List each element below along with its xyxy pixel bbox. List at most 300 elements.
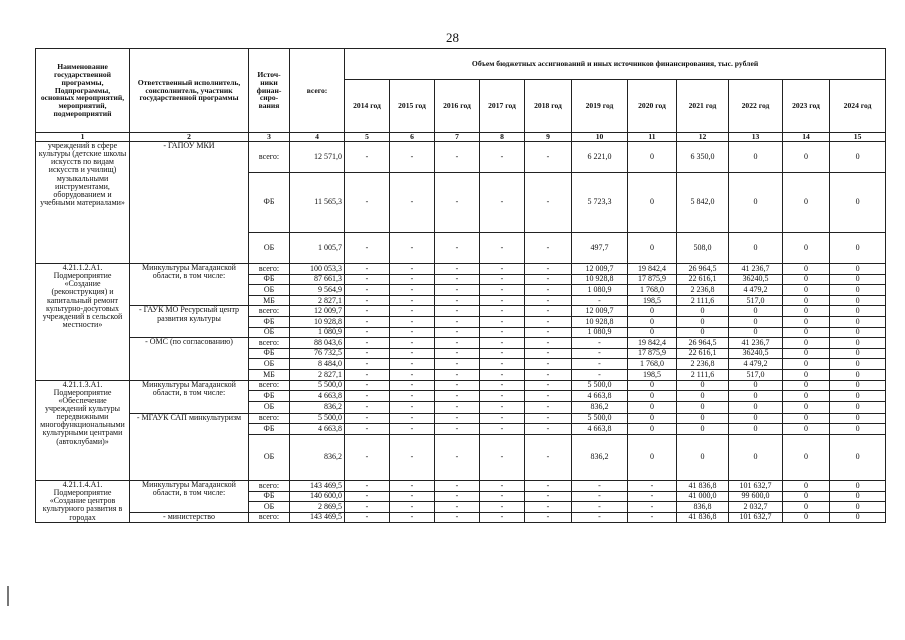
value-cell: -	[345, 338, 390, 349]
total-cell: 12 571,0	[290, 142, 345, 173]
value-cell: -	[435, 173, 480, 233]
measure-name-cell: учреждений в сфере культуры (детские школы искусств по видам искусств и училищ) музыкальными инструментами, оборудованием и учебными материалами»	[36, 142, 130, 264]
value-cell: 0	[677, 401, 729, 413]
total-cell: 140 600,0	[290, 491, 345, 502]
column-number: 6	[390, 133, 435, 142]
column-number: 7	[435, 133, 480, 142]
value-cell: -	[525, 369, 572, 380]
value-cell: 0	[677, 424, 729, 435]
column-number: 9	[525, 133, 572, 142]
value-cell: 17 875,9	[628, 274, 677, 285]
value-cell: 4 663,8	[572, 424, 628, 435]
value-cell: 0	[783, 359, 830, 370]
value-cell: 0	[830, 480, 886, 491]
value-cell: 0	[783, 264, 830, 275]
value-cell: 0	[677, 434, 729, 480]
value-cell: 0	[783, 306, 830, 317]
value-cell: 19 842,4	[628, 264, 677, 275]
value-cell: -	[572, 295, 628, 306]
executor-cell: Минкультуры Магаданской области, в том числе:	[130, 480, 249, 512]
value-cell: 0	[830, 401, 886, 413]
value-cell: -	[525, 233, 572, 264]
value-cell: -	[480, 306, 525, 317]
value-cell: -	[435, 502, 480, 513]
value-cell: 0	[628, 142, 677, 173]
value-cell: 0	[677, 327, 729, 338]
value-cell: -	[480, 512, 525, 523]
column-number: 15	[830, 133, 886, 142]
value-cell: 0	[830, 316, 886, 327]
funding-source-cell: ОБ	[249, 233, 290, 264]
value-cell: 0	[830, 295, 886, 306]
value-cell: -	[480, 413, 525, 424]
header-year: 2018 год	[525, 80, 572, 133]
value-cell: 1 768,0	[628, 285, 677, 296]
value-cell: 836,2	[572, 401, 628, 413]
value-cell: -	[480, 316, 525, 327]
table-row	[36, 338, 886, 349]
value-cell: -	[525, 380, 572, 391]
value-cell: -	[390, 338, 435, 349]
funding-source-cell: МБ	[249, 369, 290, 380]
value-cell: -	[525, 295, 572, 306]
value-cell: 22 616,1	[677, 274, 729, 285]
value-cell: -	[628, 491, 677, 502]
value-cell: 6 350,0	[677, 142, 729, 173]
value-cell: 0	[830, 502, 886, 513]
funding-source-cell: всего:	[249, 380, 290, 391]
column-number: 12	[677, 133, 729, 142]
value-cell: 0	[783, 338, 830, 349]
value-cell: 1 080,9	[572, 285, 628, 296]
value-cell: 0	[783, 173, 830, 233]
value-cell: -	[345, 285, 390, 296]
value-cell: 0	[628, 424, 677, 435]
total-cell: 143 469,5	[290, 480, 345, 491]
value-cell: 0	[628, 306, 677, 317]
value-cell: -	[572, 369, 628, 380]
value-cell: 12 009,7	[572, 264, 628, 275]
value-cell: 0	[830, 391, 886, 402]
funding-source-cell: ФБ	[249, 173, 290, 233]
total-cell: 100 053,3	[290, 264, 345, 275]
total-cell: 1 005,7	[290, 233, 345, 264]
total-cell: 12 009,7	[290, 306, 345, 317]
value-cell: -	[345, 480, 390, 491]
value-cell: 0	[830, 327, 886, 338]
value-cell: 0	[677, 391, 729, 402]
table-row	[36, 480, 886, 491]
value-cell: -	[480, 264, 525, 275]
value-cell: -	[390, 480, 435, 491]
total-cell: 836,2	[290, 434, 345, 480]
value-cell: 0	[783, 285, 830, 296]
executor-cell: - ГАПОУ МКИ	[130, 142, 249, 264]
value-cell: -	[480, 285, 525, 296]
value-cell: -	[525, 502, 572, 513]
value-cell: -	[390, 401, 435, 413]
value-cell: -	[345, 391, 390, 402]
value-cell: -	[345, 316, 390, 327]
value-cell: -	[572, 491, 628, 502]
value-cell: -	[480, 502, 525, 513]
value-cell: 4 663,8	[572, 391, 628, 402]
value-cell: 4 479,2	[729, 359, 783, 370]
page-number: 28	[446, 30, 459, 45]
column-number: 8	[480, 133, 525, 142]
value-cell: 0	[628, 401, 677, 413]
value-cell: -	[390, 491, 435, 502]
value-cell: 0	[677, 306, 729, 317]
value-cell: 0	[729, 380, 783, 391]
value-cell: -	[480, 391, 525, 402]
value-cell: 5 842,0	[677, 173, 729, 233]
value-cell: -	[345, 264, 390, 275]
funding-source-cell: всего:	[249, 306, 290, 317]
total-cell: 88 043,6	[290, 338, 345, 349]
value-cell: -	[435, 233, 480, 264]
header-year: 2021 год	[677, 80, 729, 133]
total-cell: 9 564,9	[290, 285, 345, 296]
value-cell: -	[345, 233, 390, 264]
value-cell: -	[435, 327, 480, 338]
total-cell: 11 565,3	[290, 173, 345, 233]
value-cell: -	[390, 424, 435, 435]
executor-cell: Минкультуры Магаданской области, в том числе:	[130, 380, 249, 413]
value-cell: -	[345, 491, 390, 502]
value-cell: 0	[783, 233, 830, 264]
value-cell: 2 236,8	[677, 359, 729, 370]
value-cell: 0	[628, 173, 677, 233]
funding-source-cell: ФБ	[249, 274, 290, 285]
value-cell: -	[480, 491, 525, 502]
value-cell: 198,5	[628, 295, 677, 306]
value-cell: 836,8	[677, 502, 729, 513]
total-cell: 4 663,8	[290, 424, 345, 435]
value-cell: 517,0	[729, 295, 783, 306]
value-cell: -	[435, 274, 480, 285]
value-cell: 0	[830, 264, 886, 275]
column-number: 11	[628, 133, 677, 142]
value-cell: 101 632,7	[729, 512, 783, 523]
value-cell: -	[525, 327, 572, 338]
funding-source-cell: ОБ	[249, 327, 290, 338]
value-cell: -	[390, 502, 435, 513]
value-cell: -	[435, 491, 480, 502]
value-cell: 99 600,0	[729, 491, 783, 502]
value-cell: -	[390, 233, 435, 264]
value-cell: -	[572, 512, 628, 523]
value-cell: 0	[783, 369, 830, 380]
value-cell: -	[435, 369, 480, 380]
value-cell: 0	[830, 142, 886, 173]
value-cell: 0	[729, 233, 783, 264]
value-cell: -	[525, 434, 572, 480]
executor-cell: - ГАУК МО Ресурсный центр развития культуры	[130, 306, 249, 338]
value-cell: -	[435, 285, 480, 296]
funding-source-cell: ОБ	[249, 285, 290, 296]
value-cell: 0	[783, 434, 830, 480]
executor-cell: - министерство	[130, 512, 249, 523]
value-cell: 0	[783, 491, 830, 502]
value-cell: 0	[830, 424, 886, 435]
value-cell: -	[480, 359, 525, 370]
funding-source-cell: ОБ	[249, 401, 290, 413]
measure-name-cell: 4.21.1.4.А1. Подмероприятие «Создание центров культурного развития в городах	[36, 480, 130, 522]
total-cell: 10 928,8	[290, 316, 345, 327]
total-cell: 87 661,3	[290, 274, 345, 285]
value-cell: -	[628, 502, 677, 513]
value-cell: -	[345, 173, 390, 233]
value-cell: -	[480, 480, 525, 491]
value-cell: -	[345, 359, 390, 370]
funding-source-cell: ФБ	[249, 348, 290, 359]
value-cell: 0	[628, 316, 677, 327]
value-cell: -	[525, 359, 572, 370]
value-cell: -	[525, 264, 572, 275]
value-cell: -	[435, 142, 480, 173]
value-cell: 41 236,7	[729, 264, 783, 275]
value-cell: 198,5	[628, 369, 677, 380]
value-cell: 0	[830, 434, 886, 480]
column-number: 2	[130, 133, 249, 142]
value-cell: -	[345, 348, 390, 359]
table-row	[36, 413, 886, 424]
value-cell: 0	[677, 413, 729, 424]
value-cell: -	[525, 274, 572, 285]
funding-source-cell: всего:	[249, 338, 290, 349]
value-cell: -	[345, 401, 390, 413]
funding-source-cell: МБ	[249, 295, 290, 306]
value-cell: 0	[830, 491, 886, 502]
value-cell: 0	[628, 380, 677, 391]
value-cell: 0	[628, 327, 677, 338]
value-cell: -	[345, 369, 390, 380]
funding-source-cell: всего:	[249, 264, 290, 275]
value-cell: 0	[783, 401, 830, 413]
value-cell: -	[345, 424, 390, 435]
funding-source-cell: всего:	[249, 142, 290, 173]
total-cell: 2 827,1	[290, 295, 345, 306]
value-cell: 0	[783, 295, 830, 306]
value-cell: -	[390, 295, 435, 306]
value-cell: -	[572, 359, 628, 370]
value-cell: 0	[783, 413, 830, 424]
total-cell: 5 500,0	[290, 413, 345, 424]
column-number: 10	[572, 133, 628, 142]
value-cell: 0	[783, 391, 830, 402]
value-cell: -	[525, 316, 572, 327]
value-cell: 0	[783, 424, 830, 435]
header-year: 2024 год	[830, 80, 886, 133]
table-row	[36, 264, 886, 275]
total-cell: 2 869,5	[290, 502, 345, 513]
value-cell: -	[480, 424, 525, 435]
value-cell: 0	[830, 413, 886, 424]
value-cell: 2 111,6	[677, 295, 729, 306]
funding-source-cell: ОБ	[249, 502, 290, 513]
header-year: 2019 год	[572, 80, 628, 133]
value-cell: -	[480, 348, 525, 359]
value-cell: 10 928,8	[572, 274, 628, 285]
value-cell: -	[345, 142, 390, 173]
value-cell: 17 875,9	[628, 348, 677, 359]
value-cell: -	[572, 502, 628, 513]
header-year: 2020 год	[628, 80, 677, 133]
value-cell: -	[390, 434, 435, 480]
total-cell: 2 827,1	[290, 369, 345, 380]
value-cell: 0	[729, 327, 783, 338]
table-row	[36, 512, 886, 523]
header-year: 2023 год	[783, 80, 830, 133]
column-number: 3	[249, 133, 290, 142]
value-cell: -	[525, 491, 572, 502]
value-cell: -	[480, 369, 525, 380]
value-cell: 0	[783, 327, 830, 338]
value-cell: 0	[830, 512, 886, 523]
funding-source-cell: ФБ	[249, 391, 290, 402]
value-cell: -	[480, 434, 525, 480]
value-cell: 4 479,2	[729, 285, 783, 296]
value-cell: -	[525, 173, 572, 233]
value-cell: 0	[830, 285, 886, 296]
value-cell: -	[435, 480, 480, 491]
value-cell: -	[572, 338, 628, 349]
value-cell: 0	[783, 380, 830, 391]
value-cell: 10 928,8	[572, 316, 628, 327]
value-cell: -	[390, 173, 435, 233]
total-cell: 8 484,0	[290, 359, 345, 370]
value-cell: 0	[830, 380, 886, 391]
value-cell: 0	[783, 142, 830, 173]
value-cell: -	[390, 264, 435, 275]
executor-cell: - ОМС (по согласованию)	[130, 338, 249, 380]
value-cell: 5 723,3	[572, 173, 628, 233]
value-cell: -	[435, 306, 480, 317]
table-row	[36, 306, 886, 317]
value-cell: -	[525, 401, 572, 413]
header-total: всего:	[290, 49, 345, 133]
value-cell: -	[435, 413, 480, 424]
value-cell: 36240,5	[729, 274, 783, 285]
value-cell: 0	[830, 233, 886, 264]
value-cell: -	[572, 348, 628, 359]
column-number: 1	[36, 133, 130, 142]
value-cell: -	[390, 142, 435, 173]
header-funding-source: Источ-ники финан-сиро-вания	[249, 49, 290, 133]
value-cell: 836,2	[572, 434, 628, 480]
value-cell: -	[390, 359, 435, 370]
value-cell: 2 111,6	[677, 369, 729, 380]
value-cell: -	[525, 391, 572, 402]
value-cell: 0	[783, 502, 830, 513]
value-cell: 5 500,0	[572, 413, 628, 424]
value-cell: 41 836,8	[677, 512, 729, 523]
funding-source-cell: ФБ	[249, 316, 290, 327]
value-cell: -	[480, 233, 525, 264]
value-cell: -	[435, 512, 480, 523]
value-cell: -	[435, 434, 480, 480]
value-cell: -	[480, 401, 525, 413]
value-cell: -	[435, 348, 480, 359]
value-cell: 26 964,5	[677, 338, 729, 349]
value-cell: 41 836,8	[677, 480, 729, 491]
value-cell: -	[390, 316, 435, 327]
header-year: 2015 год	[390, 80, 435, 133]
value-cell: -	[628, 480, 677, 491]
value-cell: -	[345, 306, 390, 317]
value-cell: 26 964,5	[677, 264, 729, 275]
value-cell: 12 009,7	[572, 306, 628, 317]
value-cell: 0	[628, 233, 677, 264]
value-cell: 0	[830, 274, 886, 285]
value-cell: -	[435, 338, 480, 349]
margin-mark	[7, 586, 9, 606]
value-cell: -	[390, 306, 435, 317]
value-cell: -	[525, 348, 572, 359]
table-row	[36, 142, 886, 173]
value-cell: 0	[783, 316, 830, 327]
value-cell: -	[525, 306, 572, 317]
value-cell: -	[525, 285, 572, 296]
value-cell: 0	[783, 512, 830, 523]
executor-cell: - МГАУК САП минкультуризм	[130, 413, 249, 480]
column-number: 4	[290, 133, 345, 142]
value-cell: 6 221,0	[572, 142, 628, 173]
value-cell: -	[390, 285, 435, 296]
value-cell: 1 768,0	[628, 359, 677, 370]
header-executor: Ответственный исполнитель, соисполнитель, участник государственной программы	[130, 49, 249, 133]
funding-source-cell: ОБ	[249, 359, 290, 370]
value-cell: 2 236,8	[677, 285, 729, 296]
column-number: 13	[729, 133, 783, 142]
value-cell: -	[480, 295, 525, 306]
total-cell: 76 732,5	[290, 348, 345, 359]
funding-source-cell: всего:	[249, 480, 290, 491]
value-cell: -	[480, 327, 525, 338]
value-cell: -	[480, 338, 525, 349]
value-cell: -	[345, 434, 390, 480]
executor-cell: Минкультуры Магаданской области, в том числе:	[130, 264, 249, 306]
header-year: 2016 год	[435, 80, 480, 133]
value-cell: -	[628, 512, 677, 523]
value-cell: 0	[628, 413, 677, 424]
value-cell: 0	[830, 348, 886, 359]
value-cell: -	[390, 369, 435, 380]
value-cell: -	[435, 391, 480, 402]
budget-table	[35, 48, 886, 523]
value-cell: -	[525, 424, 572, 435]
measure-name-cell: 4.21.1.3.А1. Подмероприятие «Обеспечение учреждений культуры передвижными многофункциональными культурными центрами (автоклубами)»	[36, 380, 130, 480]
value-cell: -	[345, 413, 390, 424]
value-cell: 41 236,7	[729, 338, 783, 349]
value-cell: -	[435, 295, 480, 306]
value-cell: 0	[729, 434, 783, 480]
value-cell: 36240,5	[729, 348, 783, 359]
value-cell: -	[390, 380, 435, 391]
value-cell: -	[435, 401, 480, 413]
value-cell: 508,0	[677, 233, 729, 264]
value-cell: -	[345, 295, 390, 306]
value-cell: 0	[729, 391, 783, 402]
measure-name-cell: 4.21.1.2.А1. Подмероприятие «Создание (реконструкция) и капитальный ремонт культурно-досуговых учреждений в сельской местности»	[36, 264, 130, 381]
header-year: 2017 год	[480, 80, 525, 133]
header-year: 2014 год	[345, 80, 390, 133]
value-cell: 0	[677, 316, 729, 327]
value-cell: 5 500,0	[572, 380, 628, 391]
value-cell: 0	[783, 348, 830, 359]
header-funding-volume: Объем бюджетных ассигнований и иных источников финансирования, тыс. рублей	[345, 49, 886, 80]
